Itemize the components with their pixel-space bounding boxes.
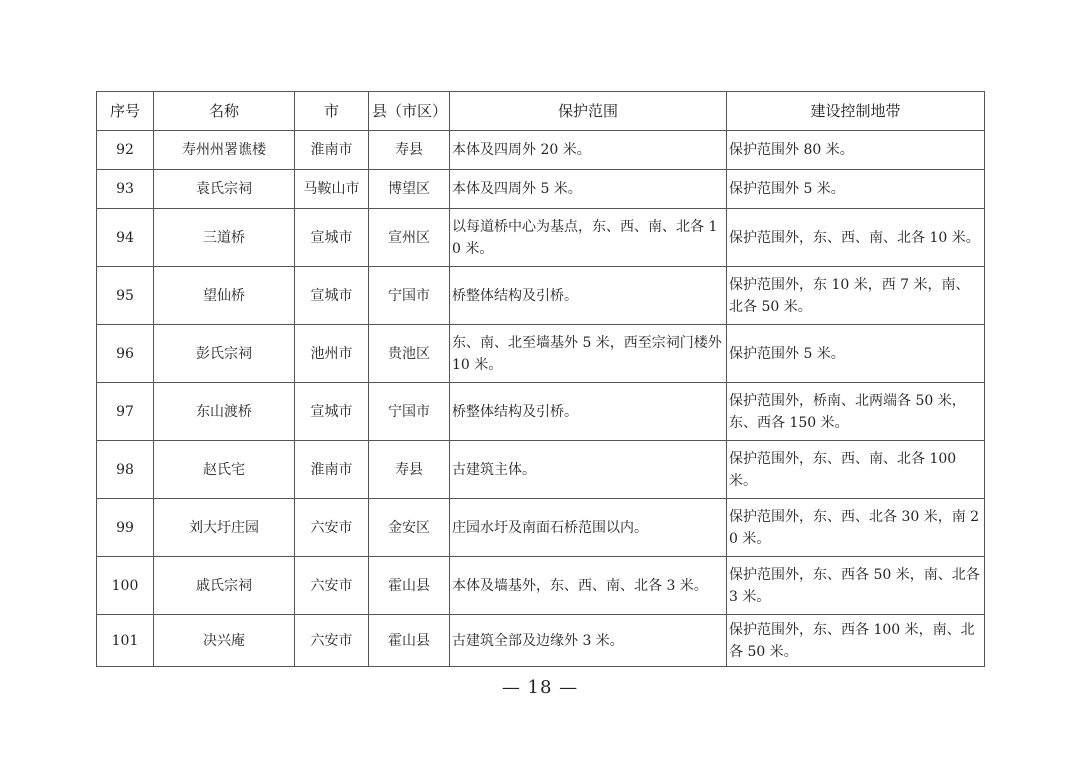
cell-name: 刘大圩庄园 (154, 499, 295, 557)
cell-seq: 93 (97, 170, 154, 209)
cell-construction-control-zone: 保护范围外，东、西、南、北各 100 米。 (727, 441, 985, 499)
heritage-sites-table (96, 91, 985, 667)
cell-protection-scope: 桥整体结构及引桥。 (450, 383, 727, 441)
cell-protection-scope: 桥整体结构及引桥。 (450, 267, 727, 325)
cell-name: 赵氏宅 (154, 441, 295, 499)
cell-county: 霍山县 (369, 615, 450, 667)
table-row (97, 325, 985, 383)
cell-name: 袁氏宗祠 (154, 170, 295, 209)
cell-city: 淮南市 (295, 131, 369, 170)
cell-name: 寿州州署谯楼 (154, 131, 295, 170)
cell-name: 戚氏宗祠 (154, 557, 295, 615)
header-protection-scope: 保护范围 (450, 92, 727, 131)
cell-county: 寿县 (369, 441, 450, 499)
cell-city: 六安市 (295, 615, 369, 667)
table-row (97, 499, 985, 557)
table-header-row (97, 92, 985, 131)
header-name: 名称 (154, 92, 295, 131)
cell-construction-control-zone: 保护范围外，东 10 米，西 7 米，南、北各 50 米。 (727, 267, 985, 325)
cell-protection-scope: 以每道桥中心为基点，东、西、南、北各 10 米。 (450, 209, 727, 267)
cell-county: 博望区 (369, 170, 450, 209)
cell-protection-scope: 本体及墙基外，东、西、南、北各 3 米。 (450, 557, 727, 615)
cell-city: 池州市 (295, 325, 369, 383)
cell-county: 宁国市 (369, 383, 450, 441)
table-row (97, 209, 985, 267)
cell-seq: 96 (97, 325, 154, 383)
cell-protection-scope: 古建筑主体。 (450, 441, 727, 499)
table-row (97, 131, 985, 170)
cell-construction-control-zone: 保护范围外，桥南、北两端各 50 米，东、西各 150 米。 (727, 383, 985, 441)
cell-county: 宣州区 (369, 209, 450, 267)
cell-city: 六安市 (295, 499, 369, 557)
cell-city: 马鞍山市 (295, 170, 369, 209)
cell-construction-control-zone: 保护范围外，东、西、北各 30 米，南 20 米。 (727, 499, 985, 557)
cell-city: 宣城市 (295, 383, 369, 441)
cell-county: 金安区 (369, 499, 450, 557)
cell-city: 淮南市 (295, 441, 369, 499)
header-county: 县（市区） (369, 92, 450, 131)
table-row (97, 615, 985, 667)
header-city: 市 (295, 92, 369, 131)
cell-protection-scope: 本体及四周外 5 米。 (450, 170, 727, 209)
cell-construction-control-zone: 保护范围外，东、西、南、北各 10 米。 (727, 209, 985, 267)
cell-protection-scope: 庄园水圩及南面石桥范围以内。 (450, 499, 727, 557)
table-row (97, 383, 985, 441)
table-row (97, 170, 985, 209)
cell-construction-control-zone: 保护范围外，东、西各 50 米，南、北各 3 米。 (727, 557, 985, 615)
table-row (97, 267, 985, 325)
cell-county: 寿县 (369, 131, 450, 170)
cell-city: 宣城市 (295, 267, 369, 325)
table-row (97, 557, 985, 615)
cell-name: 彭氏宗祠 (154, 325, 295, 383)
cell-county: 霍山县 (369, 557, 450, 615)
cell-name: 望仙桥 (154, 267, 295, 325)
header-construction-control-zone: 建设控制地带 (727, 92, 985, 131)
table-row (97, 441, 985, 499)
cell-seq: 100 (97, 557, 154, 615)
page-number: — 18 — (501, 677, 579, 698)
cell-seq: 92 (97, 131, 154, 170)
cell-protection-scope: 古建筑全部及边缘外 3 米。 (450, 615, 727, 667)
cell-seq: 98 (97, 441, 154, 499)
cell-seq: 97 (97, 383, 154, 441)
cell-construction-control-zone: 保护范围外 5 米。 (727, 325, 985, 383)
header-seq: 序号 (97, 92, 154, 131)
cell-county: 贵池区 (369, 325, 450, 383)
cell-seq: 101 (97, 615, 154, 667)
cell-protection-scope: 本体及四周外 20 米。 (450, 131, 727, 170)
cell-city: 六安市 (295, 557, 369, 615)
cell-seq: 94 (97, 209, 154, 267)
cell-protection-scope: 东、南、北至墙基外 5 米，西至宗祠门楼外 10 米。 (450, 325, 727, 383)
cell-construction-control-zone: 保护范围外，东、西各 100 米，南、北各 50 米。 (727, 615, 985, 667)
cell-name: 三道桥 (154, 209, 295, 267)
cell-seq: 99 (97, 499, 154, 557)
cell-city: 宣城市 (295, 209, 369, 267)
cell-construction-control-zone: 保护范围外 80 米。 (727, 131, 985, 170)
cell-name: 东山渡桥 (154, 383, 295, 441)
cell-county: 宁国市 (369, 267, 450, 325)
cell-name: 决兴庵 (154, 615, 295, 667)
cell-seq: 95 (97, 267, 154, 325)
cell-construction-control-zone: 保护范围外 5 米。 (727, 170, 985, 209)
